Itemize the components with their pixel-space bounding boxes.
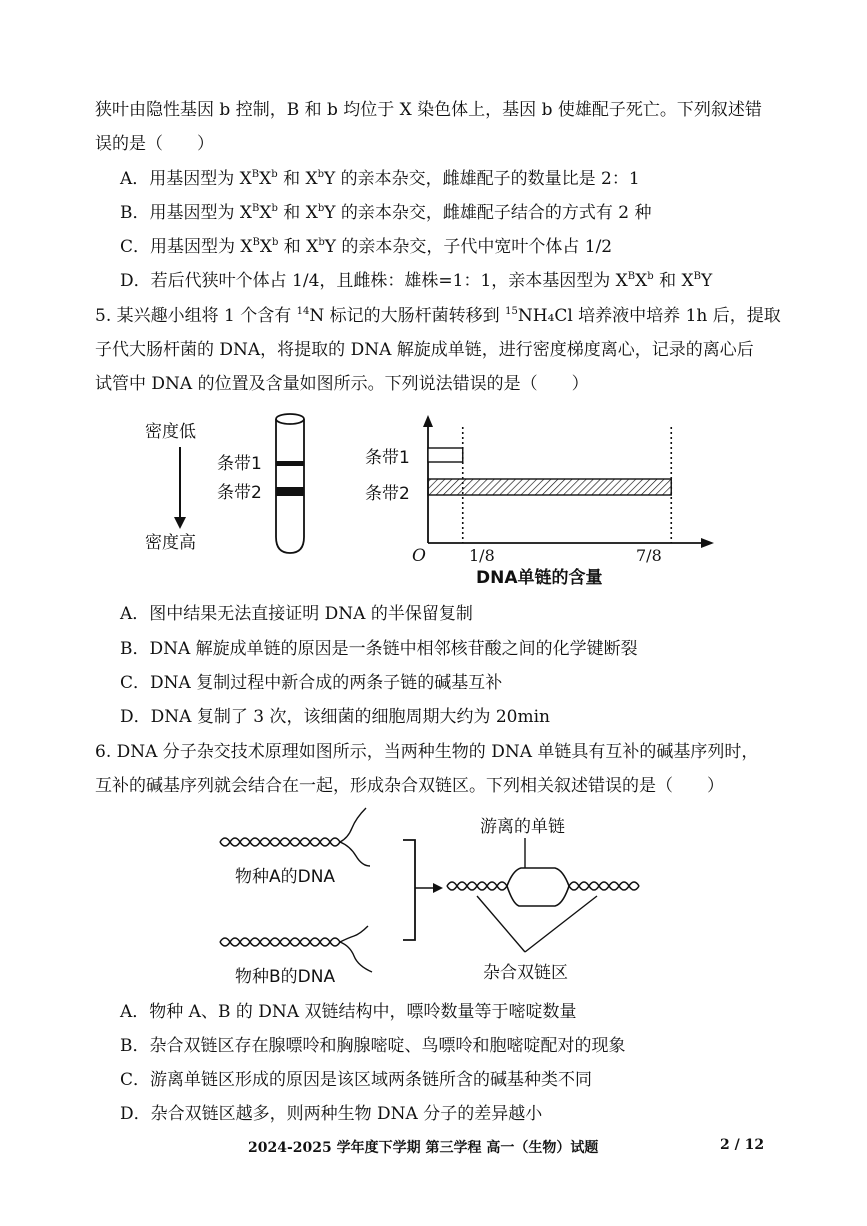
- free-strand-loop-bottom: [507, 886, 569, 906]
- q5-option-c: C．DNA 复制过程中新合成的两条子链的碱基互补: [120, 673, 503, 693]
- free-strand-label: 游离的单链: [480, 817, 565, 837]
- page-number: 2 / 12: [720, 1137, 765, 1153]
- chart-band-2-label: 条带2: [365, 484, 410, 504]
- q6-stem-line1: 6. DNA 分子杂交技术原理如图所示，当两种生物的 DNA 单链具有互补的碱基序列时，: [95, 742, 759, 762]
- footer-title: 2024-2025 学年度下学期 第三学程 高一（生物）试题: [248, 1140, 599, 1156]
- x-tick-1-8: 1/8: [469, 546, 495, 565]
- q6-option-b: B．杂合双链区存在腺嘌呤和胸腺嘧啶、鸟嘌呤和胞嘧啶配对的现象: [120, 1036, 626, 1056]
- q6-hybridization-figure: [215, 800, 675, 1000]
- tube-body: [276, 419, 304, 553]
- density-arrow-head: [174, 517, 186, 529]
- tube-band-1: [276, 461, 304, 466]
- x-axis-arrow: [701, 538, 714, 548]
- hybrid-strand-right-2: [569, 882, 639, 890]
- species-b-free-end-1: [340, 926, 368, 942]
- q4-option-c: C．用基因型为 $X^BX^b$ 和 $X^bY$ 的亲本杂交，子代中宽叶个体占 1/2: [120, 237, 613, 257]
- tube-top: [276, 414, 304, 424]
- density-high-label: 密度高: [145, 533, 196, 553]
- q5-stem-line3: 试管中 DNA 的位置及含量如图所示。下列说法错误的是（ ）: [95, 374, 589, 394]
- tube-band-1-label: 条带1: [217, 454, 262, 474]
- hybrid-pointer-left: [477, 896, 525, 952]
- tube-band-2: [276, 487, 304, 496]
- y-axis-arrow: [423, 415, 433, 427]
- x-tick-7-8: 7/8: [636, 546, 662, 565]
- chart-band-1-label: 条带1: [365, 448, 410, 468]
- species-b-free-end-2: [340, 942, 372, 972]
- q6-option-d: D．杂合双链区越多，则两种生物 DNA 分子的差异越小: [120, 1104, 543, 1124]
- q6-option-a: A．物种 A、B 的 DNA 双链结构中，嘌呤数量等于嘧啶数量: [120, 1002, 577, 1022]
- q4-option-b: B．用基因型为 $X^BX^b$ 和 $X^bY$ 的亲本杂交，雌雄配子结合的方式有 2 种: [120, 203, 652, 223]
- species-b-label: 物种B的DNA: [235, 967, 336, 987]
- q5-option-a: A．图中结果无法直接证明 DNA 的半保留复制: [120, 604, 473, 624]
- q5-bar-chart: [360, 415, 730, 590]
- q5-option-d: D．DNA 复制了 3 次，该细菌的细胞周期大约为 20min: [120, 707, 550, 727]
- free-strand-loop-top: [507, 868, 569, 886]
- merge-bracket: [403, 840, 415, 940]
- q4-option-d: D．若后代狭叶个体占 1/4，且雌株：雄株=1：1，亲本基因型为 $X^BX^b$ 和 $X^BY$: [120, 271, 713, 291]
- hybrid-region-label: 杂合双链区: [483, 963, 568, 983]
- species-a-free-end-2: [340, 842, 370, 866]
- hybrid-strand-left-2: [447, 882, 507, 890]
- merge-arrow-head: [433, 883, 443, 893]
- q4-stem-line2: 误的是（ ）: [95, 134, 214, 154]
- bar-1: [428, 448, 463, 462]
- q6-stem-line2: 互补的碱基序列就会结合在一起，形成杂合双链区。下列相关叙述错误的是（ ）: [95, 776, 724, 796]
- hybrid-pointer-right: [525, 896, 597, 952]
- species-a-label: 物种A的DNA: [235, 867, 336, 887]
- density-low-label: 密度低: [145, 422, 196, 442]
- bar-2: [428, 479, 671, 495]
- q5-option-b: B．DNA 解旋成单链的原因是一条链中相邻核苷酸之间的化学键断裂: [120, 639, 638, 659]
- tube-band-2-label: 条带2: [217, 483, 262, 503]
- chart-origin-label: O: [412, 546, 426, 566]
- q5-stem-line1: 5. 某兴趣小组将 1 个含有 $^{14}$N 标记的大肠杆菌转移到 $^{15}$NH₄Cl 培养液中培养 1h 后，提取: [95, 306, 781, 326]
- x-axis-label: DNA单链的含量: [476, 568, 603, 588]
- q4-stem-line1: 狭叶由隐性基因 b 控制，B 和 b 均位于 X 染色体上，基因 b 使雄配子死亡。下列叙述错: [95, 100, 762, 120]
- q4-option-a: A．用基因型为 $X^BX^b$ 和 $X^bY$ 的亲本杂交，雌雄配子的数量比是 2：1: [120, 169, 640, 189]
- q5-tube-figure: [140, 405, 320, 575]
- q6-option-c: C．游离单链区形成的原因是该区域两条链所含的碱基种类不同: [120, 1070, 593, 1090]
- species-a-free-end-1: [340, 808, 366, 842]
- q5-stem-line2: 子代大肠杆菌的 DNA，将提取的 DNA 解旋成单链，进行密度梯度离心，记录的离心后: [95, 340, 754, 360]
